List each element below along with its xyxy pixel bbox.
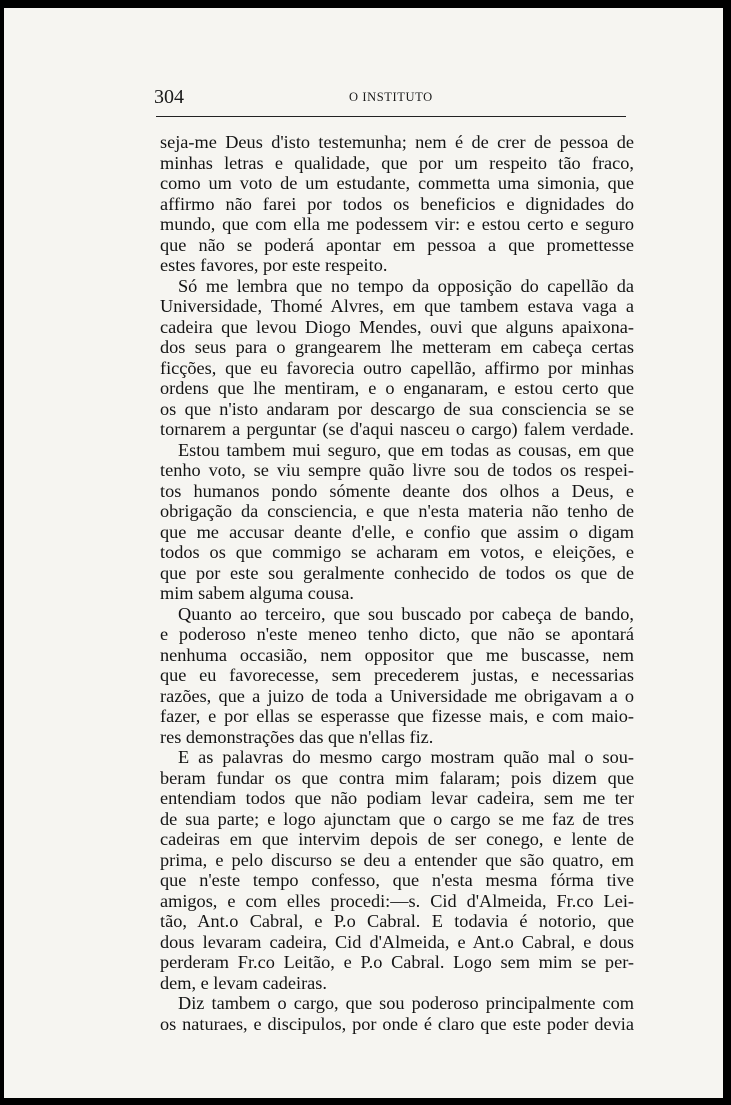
text-line: seja-me Deus d'isto testemunha; nem é de crer de pessoa de: [160, 132, 634, 152]
text-line: de sua parte; e logo ajunctam que o cargo se me faz de tres: [160, 808, 634, 829]
text-line: que eu favorecesse, sem precederem justas, e necessarias: [160, 665, 634, 685]
text-line: obrigação da consciencia, e que n'esta materia não tenho de: [160, 501, 634, 521]
header-rule: [156, 116, 626, 117]
page-number: 304: [154, 86, 184, 108]
text-line: beram fundar os que contra mim falaram; pois dizem que: [160, 767, 634, 788]
text-line: mundo, que com ella me podessem vir: e estou certo e seguro: [160, 214, 634, 234]
text-line: cadeira que levou Diogo Mendes, ouvi que alguns apaixona-: [160, 316, 634, 337]
text-line: razões, que a juizo de toda a Universidade me obrigavam a o: [160, 685, 634, 706]
text-line: tenho voto, se viu sempre quão livre sou de todos os respei-: [160, 460, 634, 480]
text-line: como um voto de um estudante, commetta uma simonia, que: [160, 173, 634, 193]
text-line: os naturaes, e discipulos, por onde é claro que este poder devia: [160, 1013, 634, 1034]
running-title: O INSTITUTO: [349, 90, 433, 104]
text-line: e poderoso n'este meneo tenho dicto, que não se apontará: [160, 624, 634, 644]
text-line: Diz tambem o cargo, que sou poderoso principalmente com: [178, 993, 634, 1013]
text-line: Universidade, Thomé Alvres, em que tambem estava vaga a: [160, 296, 634, 316]
text-line: prima, e pelo discurso se deu a entender que são quatro, em: [160, 849, 634, 870]
text-line: estes favores, por este respeito.: [160, 255, 388, 275]
text-line: dos seus para o grangearem lhe metteram em cabeça certas: [160, 337, 634, 357]
text-line: que me accusar deante d'elle, e confio que assim o digam: [160, 521, 634, 542]
text-line: E as palavras do mesmo cargo mostram quão mal o sou-: [178, 747, 634, 767]
text-line: que por este sou geralmente conhecido de todos os que de: [160, 562, 634, 583]
text-line: perderam Fr.co Leitão, e P.o Cabral. Logo sem mim se per-: [160, 952, 634, 972]
text-line: tos humanos pondo sómente deante dos olhos a Deus, e: [160, 480, 634, 501]
text-line: res demonstrações das que n'ellas fiz.: [160, 726, 434, 747]
text-line: mim sabem alguma cousa.: [160, 583, 354, 603]
text-line: nenhuma occasião, nem oppositor que me buscasse, nem: [160, 644, 634, 665]
text-line: todos os que commigo se acharam em votos, e eleições, e: [160, 542, 634, 562]
text-line: que não se poderá apontar em pessoa a que promettesse: [160, 234, 634, 255]
text-line: tão, Ant.o Cabral, e P.o Cabral. E todavia é notorio, que: [160, 911, 634, 931]
text-line: minhas letras e qualidade, que por um respeito tão fraco,: [160, 152, 634, 173]
text-line: entendiam todos que não podiam levar cadeira, sem me ter: [160, 788, 634, 808]
text-line: Estou tambem mui seguro, que em todas as cousas, em que: [178, 439, 634, 460]
text-line: ordens que lhe mentiram, e o enganaram, e estou certo que: [160, 378, 634, 398]
text-line: dem, e levam cadeiras.: [160, 972, 327, 993]
text-line: os que n'isto andaram por descargo de sua consciencia se se: [160, 398, 634, 419]
text-line: cadeiras em que intervim depois de ser conego, e lente de: [160, 829, 634, 849]
text-line: Quanto ao terceiro, que sou buscado por cabeça de bando,: [178, 603, 634, 624]
page-header: [154, 86, 628, 112]
text-line: dous levaram cadeira, Cid d'Almeida, e Ant.o Cabral, e dous: [160, 931, 634, 952]
text-line: que n'este tempo confesso, que n'esta mesma fórma tive: [160, 870, 634, 890]
text-line: fazer, e por ellas se esperasse que fizesse mais, e com maio-: [160, 706, 634, 726]
text-line: tornarem a perguntar (se d'aqui nasceu o cargo) falem verdade.: [160, 419, 634, 439]
text-line: amigos, e com elles procedi:—s. Cid d'Almeida, Fr.co Lei-: [160, 890, 634, 911]
text-line: ficções, que eu favorecia outro capellão, affirmo por minhas: [160, 357, 634, 378]
body-text: [160, 132, 634, 1034]
book-page: [4, 8, 723, 1098]
text-line: affirmo não farei por todos os beneficios e dignidades do: [160, 193, 634, 214]
text-line: Só me lembra que no tempo da opposição do capellão da: [178, 275, 634, 296]
